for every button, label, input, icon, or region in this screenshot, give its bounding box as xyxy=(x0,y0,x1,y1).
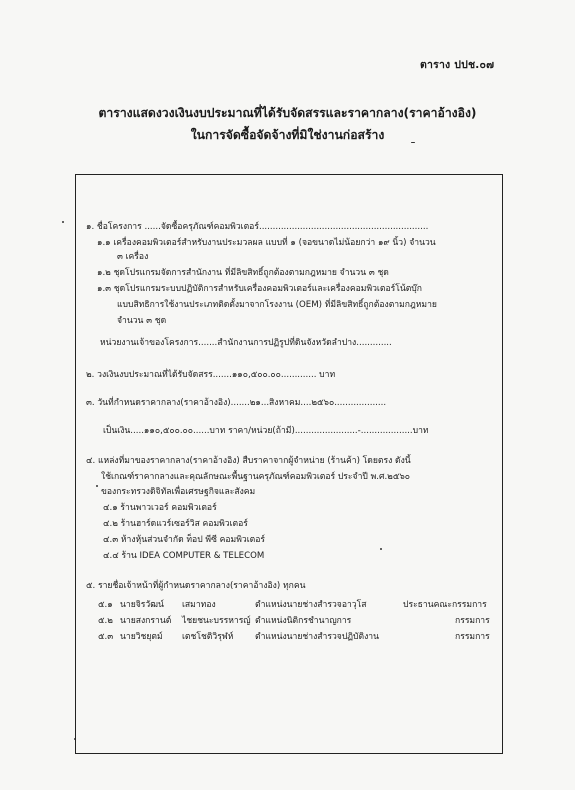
member-surname: เตชโชติวิรุฬห์ xyxy=(182,632,234,642)
section-1-item: แบบสิทธิการใช้งานประเภทติดตั้งมาจากโรงงาน (OEM) ที่มีลิขสิทธิ์ถูกต้องตามกฎหมาย xyxy=(117,300,437,310)
section-1-item: จำนวน ๓ ชุด xyxy=(117,316,167,326)
section-4-title: ๔. แหล่งที่มาของราคากลาง(ราคาอ้างอิง) สืบราคาจากผู้จำหน่าย (ร้านค้า) โดยตรง ดังนี้ xyxy=(86,456,411,466)
member-role: กรรมการ xyxy=(455,632,490,642)
section-1-agency: หน่วยงานเจ้าของโครงการ.......สำนักงานการปฏิรูปที่ดินจังหวัดลำปาง............. xyxy=(100,338,392,348)
document-title: ตารางแสดงวงเงินงบประมาณที่ได้รับจัดสรรและราคากลาง(ราคาอ้างอิง) xyxy=(98,106,477,120)
member-surname: เสมาทอง xyxy=(182,600,216,610)
member-name: นายสงกรานต์ xyxy=(120,616,172,626)
member-number: ๕.๒ xyxy=(98,616,113,626)
member-number: ๕.๑ xyxy=(98,600,113,610)
source-item: ๔.๔ ร้าน IDEA COMPUTER & TELECOM xyxy=(103,551,265,561)
section-1-item: ๑.๓ ชุดโปรแกรมระบบปฏิบัติการสำหรับเครื่องคอมพิวเตอร์และเครื่องคอมพิวเตอร์โน้ตบุ๊ก xyxy=(97,284,422,294)
section-1-item: ๑.๒ ชุดโปรแกรมจัดการสำนักงาน ที่มีลิขสิทธิ์ถูกต้องตามกฎหมาย จำนวน ๓ ชุด xyxy=(97,268,389,278)
source-item: ๔.๑ ร้านพาวเวอร์ คอมพิวเตอร์ xyxy=(103,503,217,513)
form-code: ตาราง ปปช.๐๗ xyxy=(420,59,495,71)
section-3-amount: เป็นเงิน.....๑๑๐,๕๐๐.๐๐......บาท ราคา/หน่วย(ถ้ามี).......................-...................บาท xyxy=(103,426,429,436)
section-1-item: ๑.๑ เครื่องคอมพิวเตอร์สำหรับงานประมวลผล แบบที่ ๑ (จอขนาดไม่น้อยกว่า ๑๙ นิ้ว) จำนวน xyxy=(97,238,436,248)
member-role: ประธานคณะกรรมการ xyxy=(403,600,487,610)
member-position: ตำแหน่งนายช่างสำรวจปฏิบัติงาน xyxy=(255,632,379,642)
section-1-item: ๓ เครื่อง xyxy=(117,252,149,262)
source-item: ๔.๒ ร้านฮาร์ดแวร์เซอร์วิส คอมพิวเตอร์ xyxy=(103,519,248,529)
document-subtitle: ในการจัดซื้อจัดจ้างที่มิใช่งานก่อสร้าง xyxy=(190,128,385,142)
section-4-line: ของกระทรวงดิจิทัลเพื่อเศรษฐกิจและสังคม xyxy=(101,487,256,497)
member-role: กรรมการ xyxy=(455,616,490,626)
scan-speck xyxy=(62,221,64,223)
member-surname: ไชยชนะบรรหารญ์ xyxy=(182,616,251,626)
section-3-date: ๓. วันที่กำหนดราคากลาง(ราคาอ้างอิง).......๒๑...สิงหาคม....๒๕๖๐................... xyxy=(86,398,387,408)
section-1-title: ๑. ชื่อโครงการ ......จัดซื้อครุภัณฑ์คอมพิวเตอร์.............................................................. xyxy=(86,222,429,232)
section-4-line: ใช้เกณฑ์ราคากลางและคุณลักษณะพื้นฐานครุภัณฑ์คอมพิวเตอร์ ประจำปี พ.ศ.๒๕๖๐ xyxy=(101,472,411,482)
member-position: ตำแหน่งนิติกรชำนาญการ xyxy=(255,616,352,626)
section-5-title: ๕. รายชื่อเจ้าหน้าที่ผู้กำหนดราคากลาง(ราคาอ้างอิง) ทุกคน xyxy=(86,581,306,591)
section-2-budget: ๒. วงเงินงบประมาณที่ได้รับจัดสรร.......๑๑๐,๕๐๐.๐๐............. บาท xyxy=(86,370,336,380)
member-name: นายวิชยุตม์ xyxy=(120,632,163,642)
member-number: ๕.๓ xyxy=(98,632,114,642)
member-name: นายจิรวัฒน์ xyxy=(120,600,164,610)
source-item: ๔.๓ ห้างหุ้นส่วนจำกัด ท็อป พีซี คอมพิวเตอร์ xyxy=(103,535,265,545)
member-position: ตำแหน่งนายช่างสำรวจอาวุโส xyxy=(255,600,367,610)
scan-speck xyxy=(411,142,415,143)
